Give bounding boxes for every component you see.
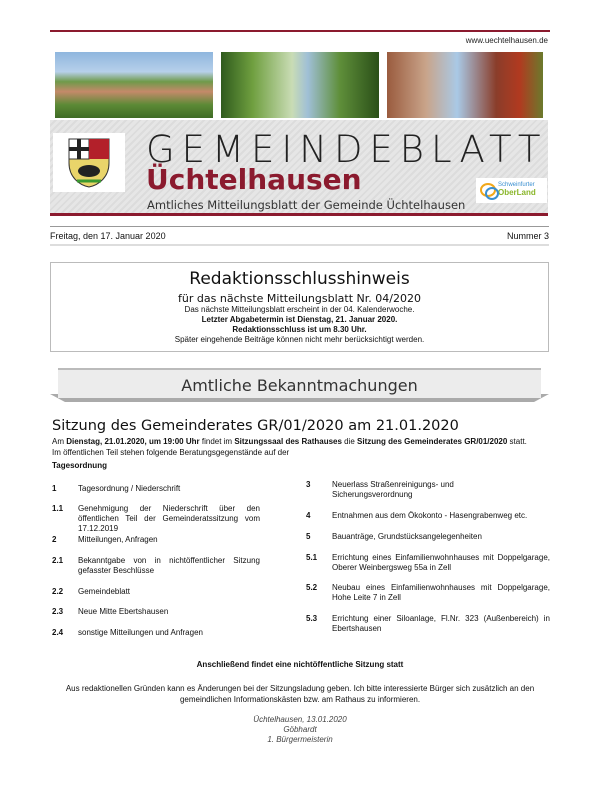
deadline-notice	[50, 262, 549, 352]
agenda-item: 2.2 Gemeindeblatt	[52, 587, 131, 596]
masthead-subtitle: Amtliches Mitteilungsblatt der Gemeinde Üchtelhausen	[147, 198, 466, 212]
buildings-photo	[387, 52, 543, 118]
issue-date: Freitag, den 17. Januar 2020	[50, 231, 166, 241]
section-banner	[50, 368, 549, 402]
oberland-logo	[476, 178, 547, 203]
agenda-item: 2.4 sonstige Mitteilungen und Anfragen	[52, 628, 203, 637]
agenda-item: 5.2 Neubau eines Einfamilienwohnhauses mit Doppelgarage, Hohe Leite 7 in Zell	[306, 583, 550, 602]
closing-session-note: Anschließend findet eine nichtöffentliche Sitzung statt	[196, 660, 404, 669]
masthead-town: Üchtelhausen	[146, 163, 362, 196]
notice-line: Das nächste Mitteilungsblatt erscheint in der 04. Kalenderwoche.	[184, 305, 415, 314]
agenda-item: 5.1 Errichtung eines Einfamilienwohnhauses mit Doppelgarage, Oberer Weinbergsweg 55a in Zell	[306, 553, 550, 572]
rings-icon	[480, 183, 496, 197]
issue-number: Nummer 3	[506, 231, 549, 241]
agenda-item: 4 Entnahmen aus dem Ökokonto - Hasengrabenweg etc.	[306, 511, 528, 520]
agenda-item: 1 Tagesordnung / Niederschrift	[52, 484, 181, 493]
agenda-item: 1.1 Genehmigung der Niederschrift über den öffentlichen Teil der Gemeinderatssitzung vom 17.12.2019	[52, 504, 260, 533]
divider	[50, 226, 549, 227]
sig-name: Göbhardt	[283, 725, 317, 734]
coat-of-arms-icon	[53, 133, 125, 192]
banner-title: Amtliche Bekanntmachungen	[181, 376, 418, 395]
logo-text-2: OberLand	[498, 188, 536, 197]
village-photo	[55, 52, 213, 118]
notice-title: Redaktionsschlusshinweis	[189, 269, 410, 289]
agenda-item: 3 Neuerlass Straßenreinigungs- und Sicherungsverordnung	[306, 480, 454, 499]
sig-role: 1. Bürgermeisterin	[267, 735, 333, 744]
masthead-title: GEMEINDEBLATT	[146, 128, 548, 171]
notice-line: Redaktionsschluss ist um 8.30 Uhr.	[232, 325, 367, 334]
agenda-label: Tagesordnung	[52, 461, 107, 470]
notice-subtitle: für das nächste Mitteilungsblatt Nr. 04/2020	[178, 292, 421, 305]
logo-text-1: Schweinfurter	[498, 182, 535, 188]
agenda-item: 2.1 Bekanntgabe von in nichtöffentlicher Sitzung gefasster Beschlüsse	[52, 556, 260, 575]
top-rule	[50, 30, 550, 32]
article-title: Sitzung des Gemeinderates GR/01/2020 am 21.01.2020	[52, 418, 459, 434]
agenda-item: 2 Mitteilungen, Anfragen	[52, 535, 158, 544]
article-intro: Am Dienstag, 21.01.2020, um 19:00 Uhr findet im Sitzungssaal des Rathauses die Sitzung des Gemeinderates GR/01/2020 statt. Im öffentlichen Teil stehen folgende Beratungsgegenstände auf der	[52, 437, 527, 457]
agenda-item: 2.3 Neue Mitte Ebertshausen	[52, 607, 169, 616]
website-url[interactable]: www.uechtelhausen.de	[465, 36, 548, 45]
agenda-item: 5 Bauanträge, Grundstücksangelegenheiten	[306, 532, 482, 541]
sig-place-date: Üchtelhausen, 13.01.2020	[253, 715, 347, 724]
notice-line: Letzter Abgabetermin ist Dienstag, 21. Januar 2020.	[201, 315, 398, 324]
notice-line: Später eingehende Beiträge können nicht mehr berücksichtigt werden.	[174, 335, 425, 344]
signature	[0, 715, 600, 745]
editorial-note: Aus redaktionellen Gründen kann es Änderungen bei der Sitzungsladung geben. Ich bitte interessierte Bürger sich zusätzlich an den gemeindlichen Informationskästen bzw. am Rathaus zu informieren.	[65, 684, 535, 704]
agenda-item: 5.3 Errichtung einer Siloanlage, Fl.Nr. 323 (Außenbereich) in Ebertshausen	[306, 614, 550, 633]
divider	[50, 244, 549, 246]
river-photo	[221, 52, 379, 118]
